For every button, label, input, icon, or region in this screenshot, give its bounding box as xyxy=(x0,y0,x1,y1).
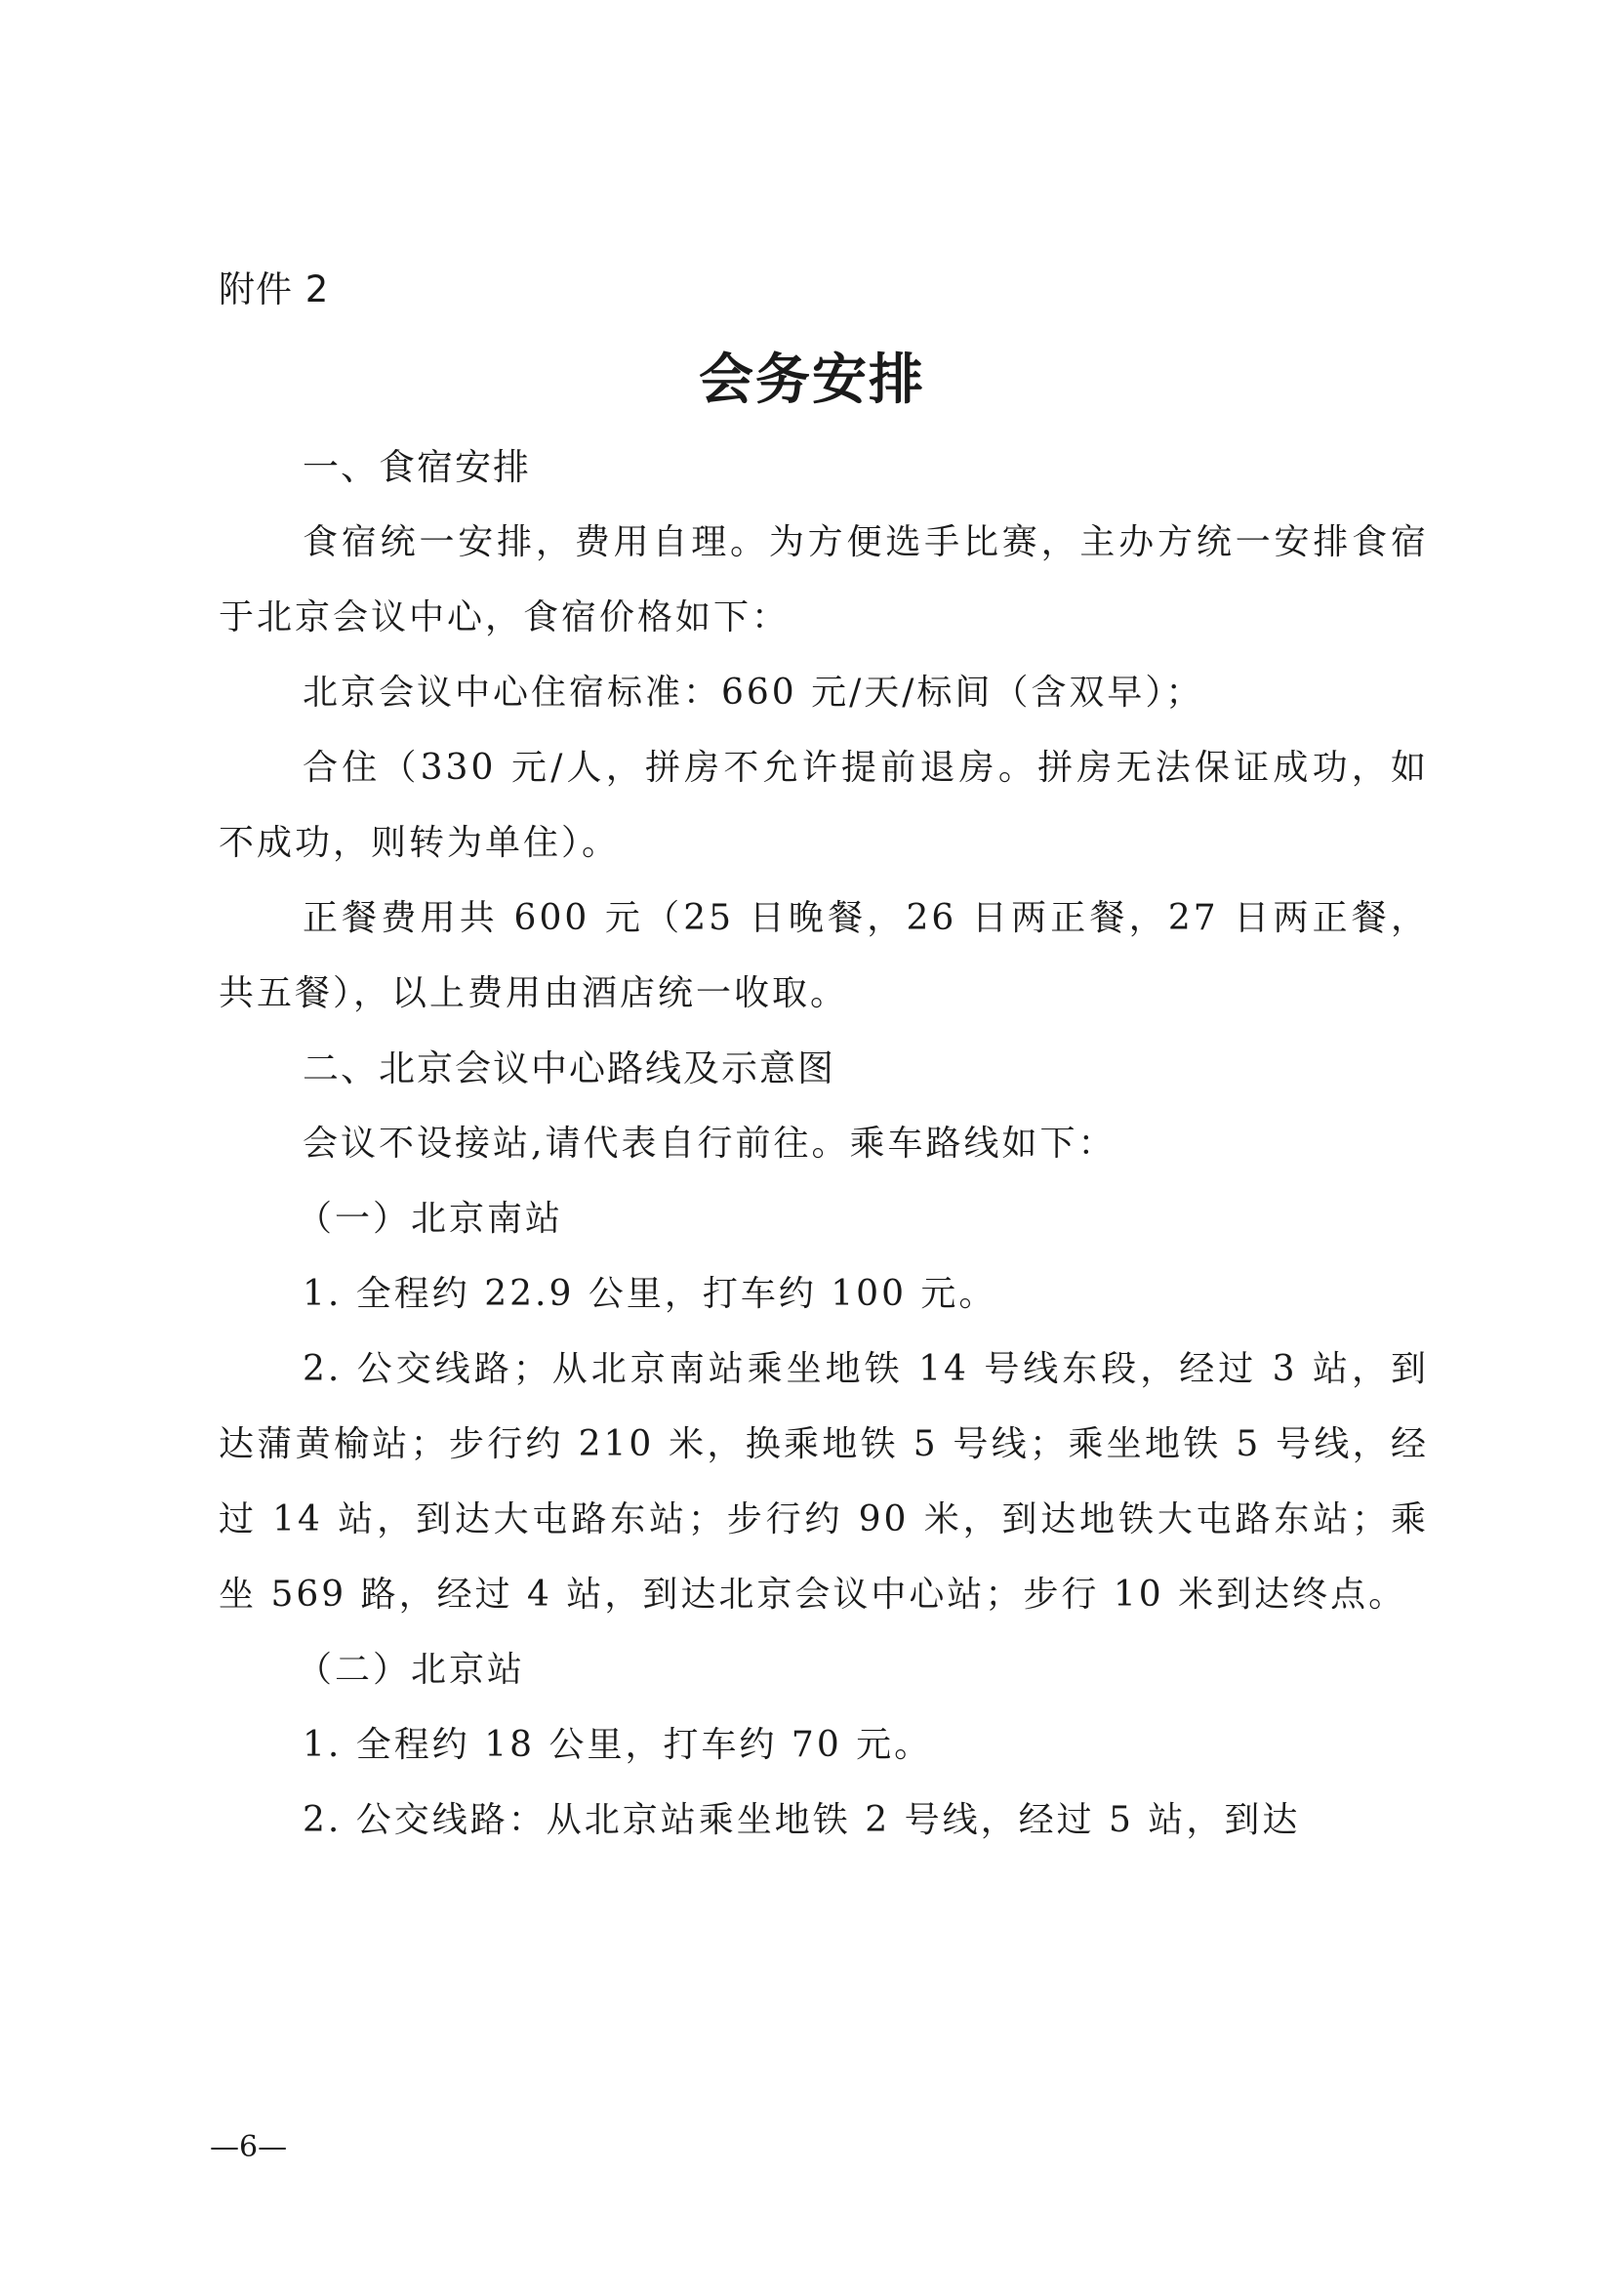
paragraph-room-standard: 北京会议中心住宿标准：660 元/天/标间（含双早）； xyxy=(303,673,1204,713)
paragraph-route-intro: 会议不设接站,请代表自行前往。乘车路线如下： xyxy=(303,1124,1116,1164)
section-heading-route: 二、北京会议中心路线及示意图 xyxy=(303,1047,835,1089)
paragraph-station-taxi: 1. 全程约 18 公里，打车约 70 元。 xyxy=(303,1725,933,1765)
sub-heading-beijing-station: （二）北京站 xyxy=(297,1650,526,1690)
page-number: —6— xyxy=(210,2130,288,2164)
paragraph-meal-cost: 正餐费用共 600 元（25 日晚餐，26 日两正餐，27 日两正餐，共五餐），以上费用由酒店统一收取。 xyxy=(219,898,1429,1013)
document-body xyxy=(219,430,1429,1858)
paragraph-south-transit: 2. 公交线路；从北京南站乘坐地铁 14 号线东段，经过 3 站，到达蒲黄榆站；步行约 210 米，换乘地铁 5 号线；乘坐地铁 5 号线，经过 14 站，到达大屯路东站；步行约 90 米，到达地铁大屯路东站；乘坐 569 路，经过 4 站，到达北京会议中心站；步行 10 米到达终点。 xyxy=(219,1349,1429,1615)
section-heading-lodging: 一、食宿安排 xyxy=(303,446,531,488)
sub-heading-beijing-south: （一）北京南站 xyxy=(297,1199,564,1239)
paragraph-shared-room: 合住（330 元/人，拼房不允许提前退房。拼房无法保证成功，如不成功，则转为单住）。 xyxy=(219,748,1429,863)
paragraph-station-transit: 2. 公交线路：从北京站乘坐地铁 2 号线，经过 5 站，到达 xyxy=(303,1800,1301,1840)
attachment-label: 附件 2 xyxy=(219,268,330,310)
document-title: 会务安排 xyxy=(699,348,925,412)
paragraph-south-taxi: 1. 全程约 22.9 公里，打车约 100 元。 xyxy=(303,1274,997,1314)
paragraph-lodging-intro: 食宿统一安排，费用自理。为方便选手比赛，主办方统一安排食宿于北京会议中心，食宿价格如下： xyxy=(219,522,1429,637)
